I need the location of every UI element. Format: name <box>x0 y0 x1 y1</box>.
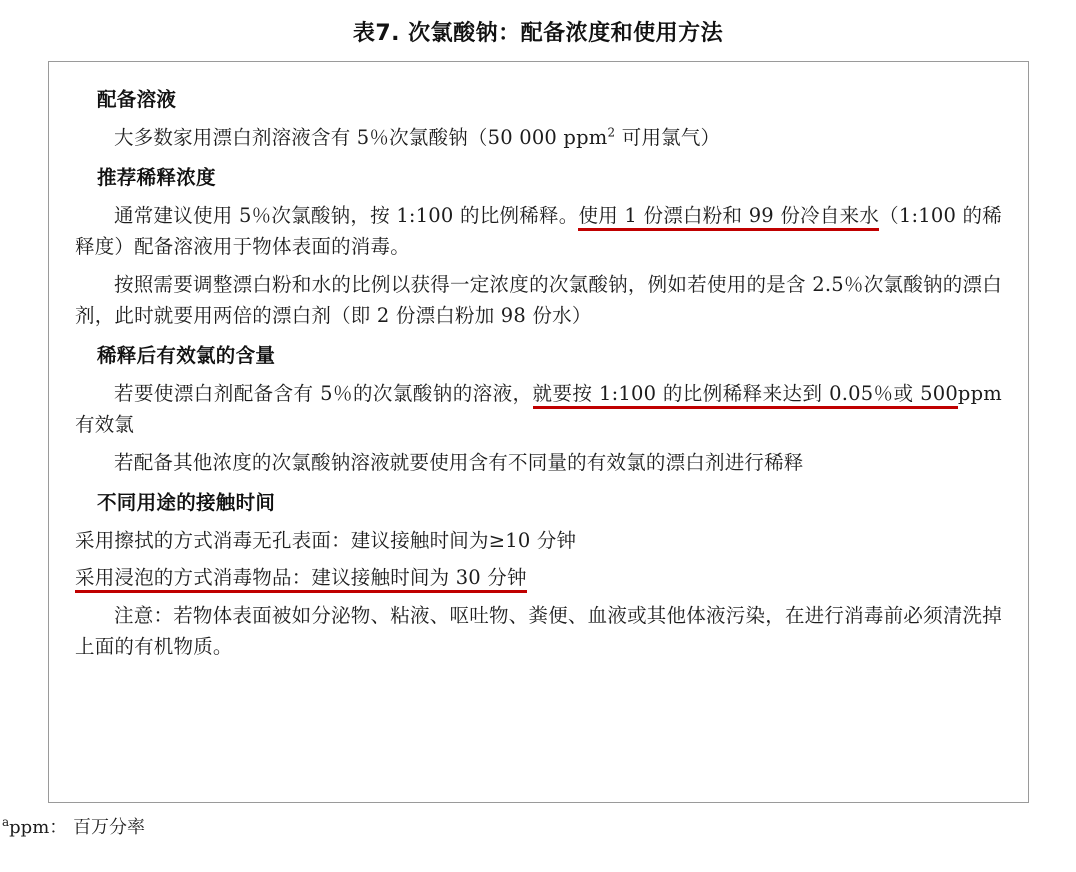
paragraph-caution-note: 注意：若物体表面被如分泌物、粘液、呕吐物、粪便、血液或其他体液污染，在进行消毒前必须清洗掉上面的有机物质。 <box>75 603 1002 659</box>
paragraph-adjust-ratio: 按照需要调整漂白粉和水的比例以获得一定浓度的次氯酸钠，例如若使用的是含 2.5％次氯酸钠的漂白剂，此时就要用两倍的漂白剂（即 2 份漂白粉加 98 份水） <box>75 272 1002 328</box>
paragraph-dilution-ratio <box>75 200 1002 263</box>
highlighted-text-bleach-ratio: 使用 1 份漂白粉和 99 份冷自来水 <box>578 204 879 231</box>
highlighted-text-chlorine-concentration: 就要按 1:100 的比例稀释来达到 0.05％或 500 <box>533 382 958 409</box>
highlighted-text-soaking-time: 采用浸泡的方式消毒物品：建议接触时间为 30 分钟 <box>75 566 527 593</box>
footnote-ref-ppm: 2 <box>607 125 616 140</box>
paragraph-available-chlorine <box>75 378 1002 441</box>
paragraph-text-after: 可用氯气） <box>615 126 721 149</box>
footnote <box>2 813 1076 839</box>
paragraph-text-before: 大多数家用漂白剂溶液含有 5％次氯酸钠（50 000 ppm <box>114 126 608 149</box>
table-container <box>48 61 1029 803</box>
dilution-lead-text: 通常建议使用 5％次氯酸钠，按 1:100 的比例稀释。 <box>114 203 579 227</box>
paragraph-soaking-contact-time <box>75 562 1002 594</box>
section-heading-contact-time: 不同用途的接触时间 <box>97 490 276 514</box>
paragraph-other-concentrations: 若配备其他浓度的次氯酸钠溶液就要使用含有不同量的有效氯的漂白剂进行稀释 <box>114 451 804 475</box>
chlorine-tail-text: ppm 有效氯 <box>75 381 1002 437</box>
section-heading-recommended-dilution: 推荐稀释浓度 <box>97 165 216 189</box>
section-heading-available-chlorine: 稀释后有效氯的含量 <box>97 343 276 367</box>
paragraph-solution-concentration <box>75 122 1002 154</box>
chlorine-lead-text: 若要使漂白剂配备含有 5％的次氯酸钠的溶液， <box>114 381 533 405</box>
footnote-text: ppm： 百万分率 <box>9 817 145 838</box>
paragraph-wiping-contact-time: 采用擦拭的方式消毒无孔表面：建议接触时间为≥10 分钟 <box>75 528 577 552</box>
footnote-marker: a <box>2 815 10 829</box>
page-title: 表7. 次氯酸钠：配备浓度和使用方法 <box>352 21 724 46</box>
section-heading-preparation: 配备溶液 <box>97 88 177 111</box>
dilution-tail-text: （1:100 的稀释度）配备溶液用于物体表面的消毒。 <box>75 203 1002 259</box>
